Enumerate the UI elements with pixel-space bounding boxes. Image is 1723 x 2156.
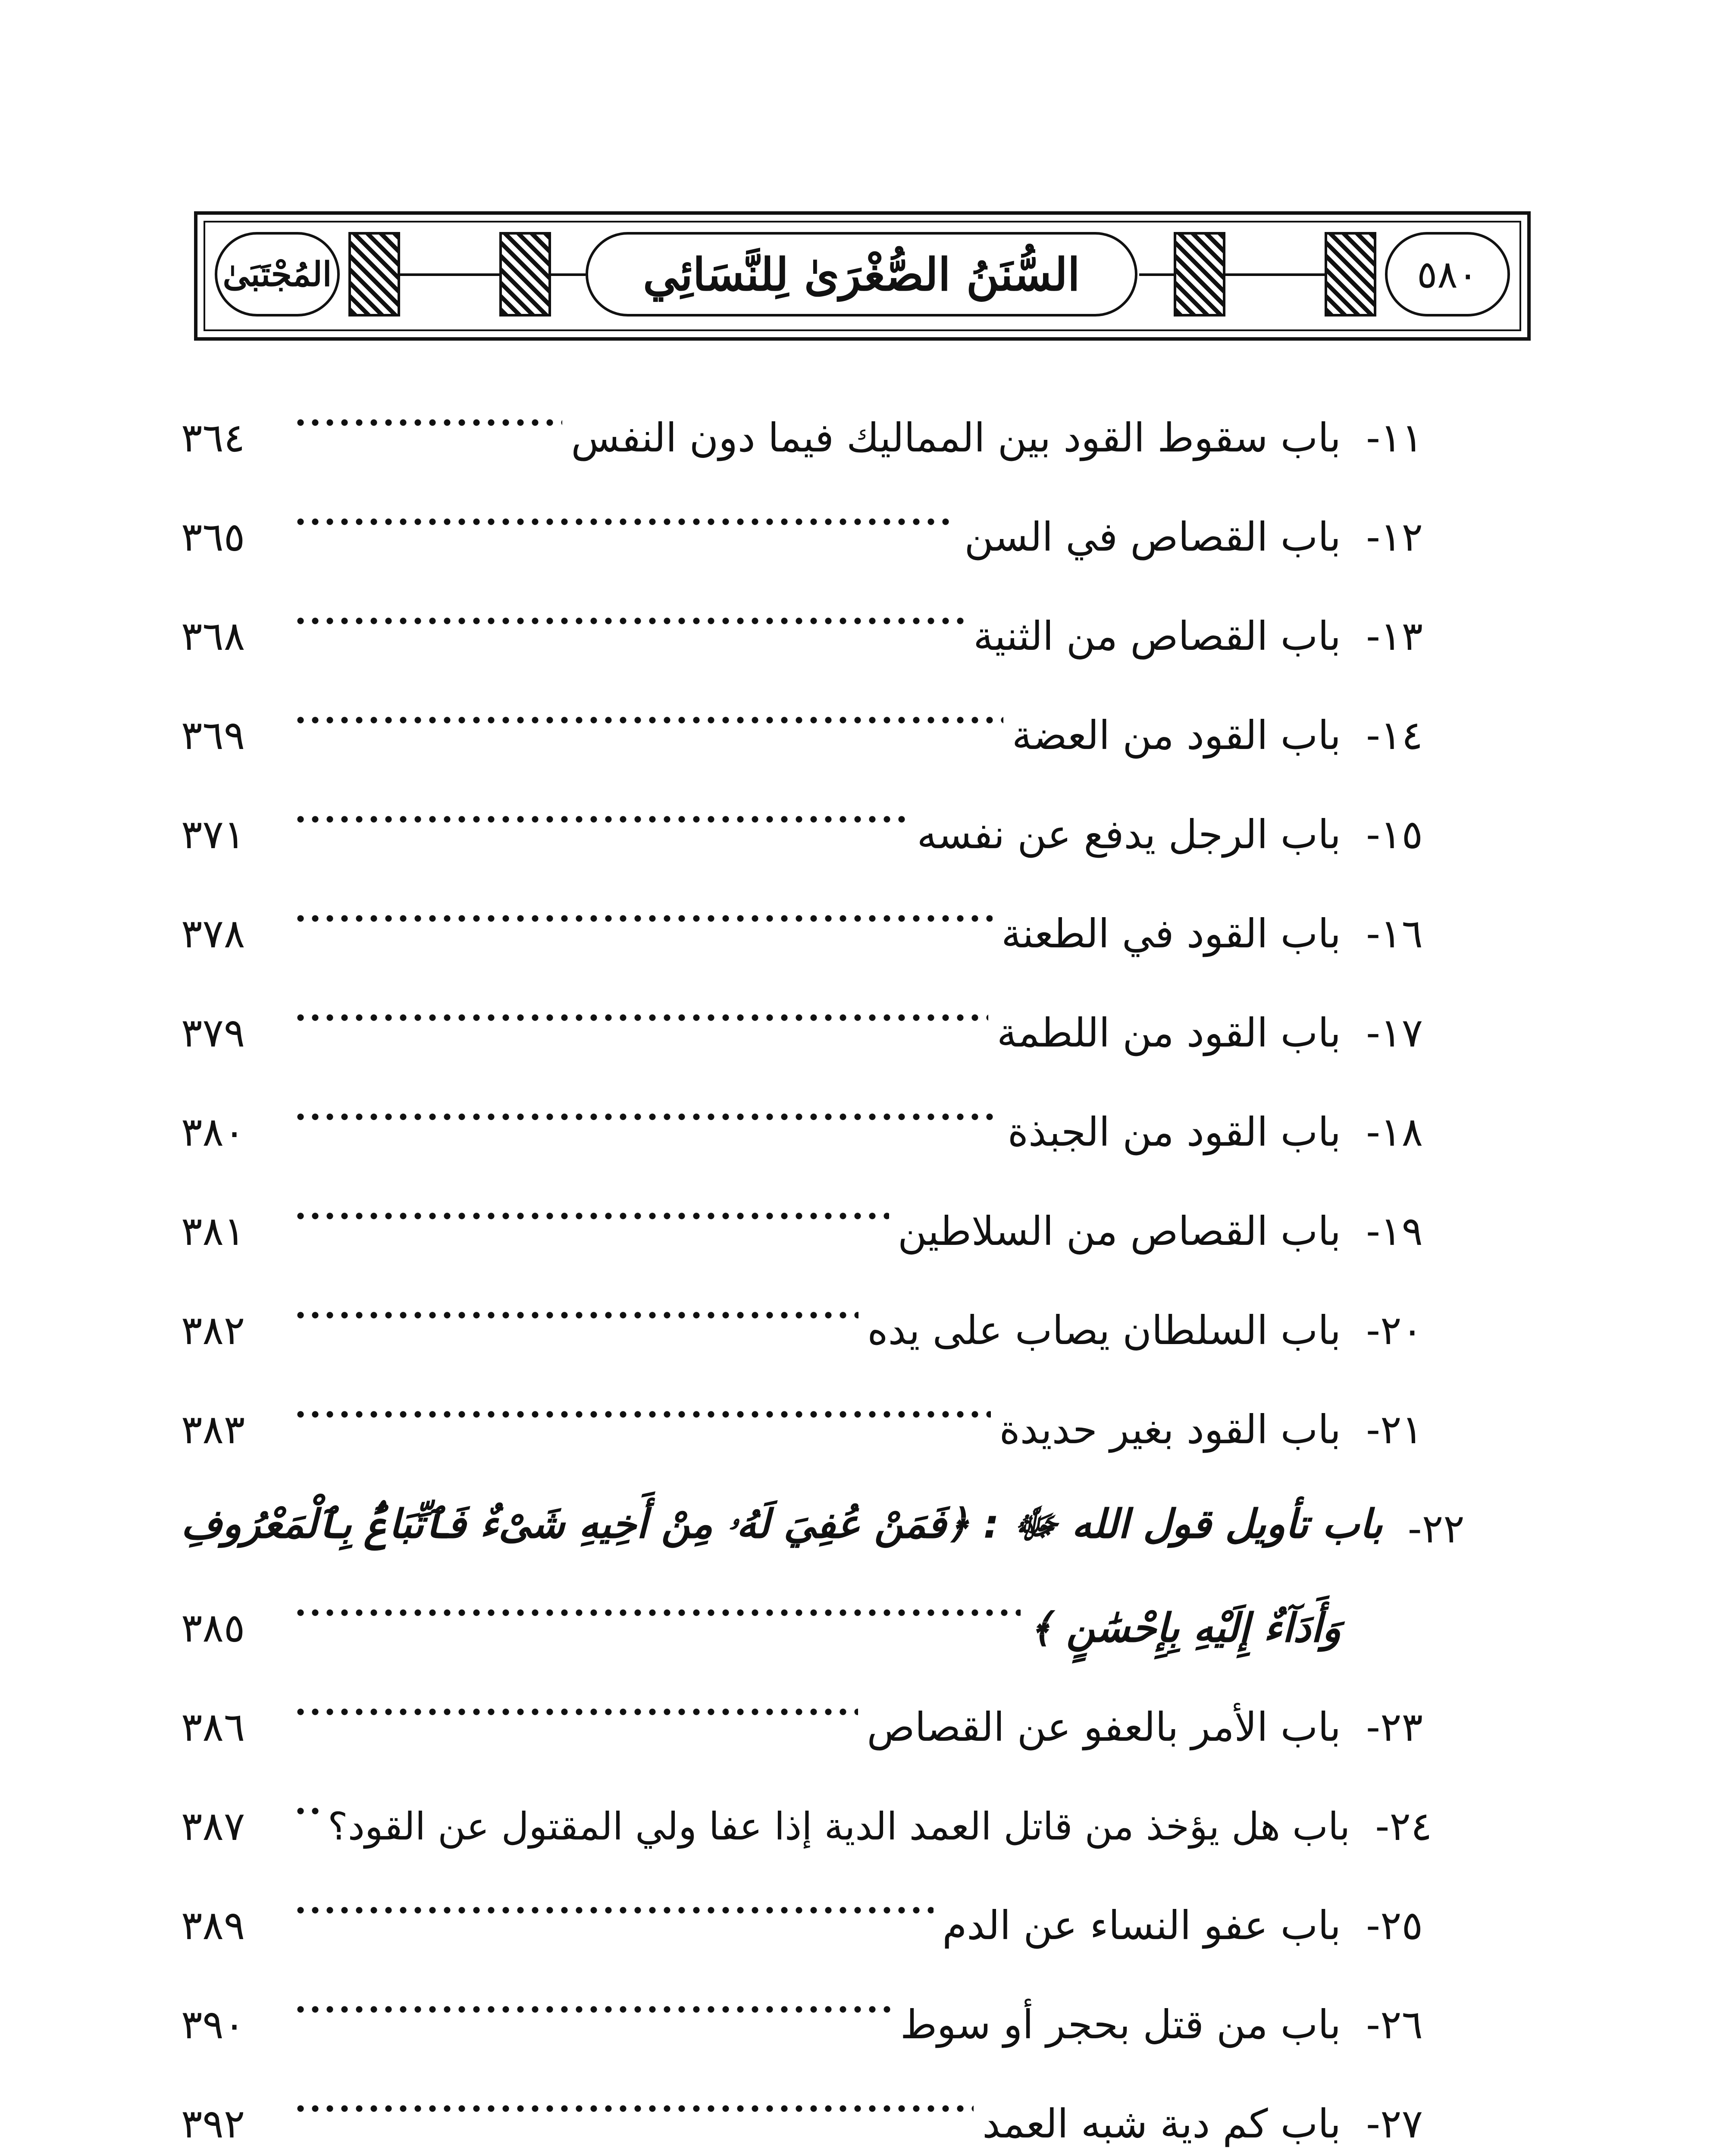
toc-entry bbox=[181, 785, 1423, 884]
toc-page-number: ٣٦٩ bbox=[181, 712, 245, 758]
dot-leader bbox=[293, 1281, 858, 1320]
toc-entry-number: ١٨- bbox=[1366, 1109, 1423, 1155]
toc-title: باب القود بغير حديدة bbox=[999, 1406, 1341, 1453]
toc-page-number: ٣٧٩ bbox=[181, 1009, 245, 1056]
short-title: المُجْتَبَىٰ bbox=[222, 254, 332, 294]
toc-entry bbox=[181, 1380, 1423, 1479]
toc-entry-number: ٢٦- bbox=[1366, 2001, 1423, 2048]
toc-entry bbox=[181, 1281, 1423, 1380]
toc-title: باب القود في الطعنة bbox=[1001, 910, 1341, 957]
dot-leader bbox=[293, 884, 993, 924]
dot-leader bbox=[293, 1876, 934, 1915]
toc-page-number: ٣٦٨ bbox=[181, 613, 245, 659]
header-divider-line bbox=[1139, 273, 1174, 276]
header-divider-line bbox=[551, 273, 586, 276]
toc-entry bbox=[181, 884, 1423, 983]
toc-page-number: ٣٧١ bbox=[181, 811, 245, 858]
toc-entry bbox=[181, 487, 1423, 586]
toc-page-number: ٣٦٤ bbox=[181, 414, 245, 461]
toc-title: باب تأويل قول الله ﷻ : ﴿فَمَنْ عُفِيَ لَهُۥ مِنْ أَخِيهِ شَىْءٌ فَٱتِّبَاعٌۢ بِٱلْمَعْرُوفِ bbox=[181, 1501, 1383, 1547]
toc-title: باب كم دية شبه العمد bbox=[982, 2100, 1341, 2147]
toc-entry bbox=[181, 586, 1423, 686]
toc-page-number: ٣٨٧ bbox=[181, 1803, 245, 1849]
dot-leader bbox=[293, 487, 955, 527]
toc-entry-number: ١٦- bbox=[1366, 910, 1423, 957]
toc-entry-number: ٢١- bbox=[1366, 1406, 1423, 1453]
toc-entry-number: ١٧- bbox=[1366, 1009, 1423, 1056]
toc-page-number: ٣٩٢ bbox=[181, 2100, 245, 2147]
toc-title: باب القصاص من الثنية bbox=[973, 613, 1341, 659]
page-number-cartouche bbox=[1385, 232, 1510, 317]
toc-page-number: ٣٧٨ bbox=[181, 910, 245, 957]
toc-title: باب السلطان يصاب على يده bbox=[867, 1307, 1341, 1354]
toc-page-number: ٣٦٥ bbox=[181, 514, 245, 560]
dot-leader bbox=[293, 686, 1003, 725]
ornament-icon bbox=[1325, 232, 1376, 317]
toc-entry bbox=[181, 1082, 1423, 1181]
toc-entry-number: ٢٥- bbox=[1366, 1902, 1423, 1949]
toc-entry-number: ١٩- bbox=[1366, 1208, 1423, 1254]
toc-entry bbox=[181, 1777, 1432, 1876]
toc-page-number: ٣٨٥ bbox=[181, 1604, 245, 1651]
dot-leader bbox=[293, 388, 562, 428]
toc-entry-number: ١٤- bbox=[1366, 712, 1423, 758]
toc-page-number: ٣٨٠ bbox=[181, 1109, 245, 1155]
toc-title: باب من قتل بحجر أو سوط bbox=[900, 2001, 1341, 2048]
dot-leader bbox=[293, 1082, 999, 1122]
toc-entry-number: ٢٧- bbox=[1366, 2100, 1423, 2147]
toc-entry-number: ٢٣- bbox=[1366, 1704, 1423, 1750]
toc-entry-line2 bbox=[181, 1578, 1423, 1677]
book-title: السُّنَنُ الصُّغْرَىٰ لِلنَّسَائِي bbox=[643, 248, 1080, 301]
toc-entry bbox=[181, 388, 1423, 487]
dot-leader bbox=[293, 586, 965, 626]
toc-page-number: ٣٨١ bbox=[181, 1208, 245, 1254]
toc-title: باب القود من العضة bbox=[1012, 712, 1341, 758]
dot-leader bbox=[293, 1578, 1021, 1618]
dot-leader bbox=[293, 1975, 892, 2015]
toc-entry-line1 bbox=[181, 1479, 1465, 1578]
toc-page-number: ٣٨٢ bbox=[181, 1307, 245, 1354]
header-divider-line bbox=[1225, 273, 1325, 276]
toc-title: باب سقوط القود بين المماليك فيما دون النفس bbox=[571, 414, 1341, 461]
toc-entry-number: ٢٠- bbox=[1366, 1307, 1423, 1354]
toc-title: باب عفو النساء عن الدم bbox=[942, 1902, 1341, 1949]
toc-entry bbox=[181, 2074, 1423, 2156]
toc-title: باب القود من اللطمة bbox=[997, 1009, 1341, 1056]
toc-entry bbox=[181, 1876, 1423, 1975]
toc-entry-number: ١٣- bbox=[1366, 613, 1423, 659]
toc-page-number: ٣٨٦ bbox=[181, 1704, 245, 1750]
ornament-icon bbox=[348, 232, 400, 317]
dot-leader bbox=[293, 1777, 319, 1816]
dot-leader bbox=[293, 983, 988, 1023]
toc-title: باب القصاص في السن bbox=[964, 514, 1341, 560]
toc-entry-number: ١٢- bbox=[1366, 514, 1423, 560]
toc-title: باب القود من الجبذة bbox=[1007, 1109, 1341, 1155]
toc-entry bbox=[181, 983, 1423, 1082]
dot-leader bbox=[293, 1181, 889, 1221]
toc-entry-number: ٢٤- bbox=[1375, 1803, 1432, 1849]
toc-page-number: ٣٨٩ bbox=[181, 1902, 245, 1949]
dot-leader bbox=[293, 1677, 858, 1717]
dot-leader bbox=[293, 1380, 991, 1420]
short-title-cartouche bbox=[215, 232, 340, 317]
toc-entry bbox=[181, 686, 1423, 785]
toc-entry-number: ١١- bbox=[1366, 414, 1423, 461]
ornament-icon bbox=[1174, 232, 1225, 317]
toc-title: باب الرجل يدفع عن نفسه bbox=[917, 811, 1341, 858]
toc-entry bbox=[181, 1677, 1423, 1777]
header-divider-line bbox=[400, 273, 499, 276]
toc-title: باب الأمر بالعفو عن القصاص bbox=[867, 1704, 1341, 1750]
dot-leader bbox=[293, 785, 908, 824]
toc-page-number: ٣٩٠ bbox=[181, 2001, 245, 2048]
toc-entry bbox=[181, 1181, 1423, 1281]
toc-title: باب القصاص من السلاطين bbox=[897, 1208, 1341, 1254]
page-header-banner bbox=[194, 211, 1531, 341]
toc-title-continued: وَأَدَآءٌ إِلَيْهِ بِإِحْسَٰنٍ ﴾ bbox=[1029, 1604, 1341, 1651]
toc-entry-number: ٢٢- bbox=[1407, 1505, 1465, 1552]
dot-leader bbox=[293, 2074, 974, 2114]
book-title-cartouche bbox=[586, 232, 1137, 317]
toc-entry-number: ١٥- bbox=[1366, 811, 1423, 858]
toc-entry bbox=[181, 1975, 1423, 2074]
toc-page-number: ٣٨٣ bbox=[181, 1406, 245, 1453]
toc-title: باب هل يؤخذ من قاتل العمد الدية إذا عفا ولي المقتول عن القود؟ bbox=[328, 1804, 1350, 1849]
page-number: ٥٨٠ bbox=[1417, 252, 1478, 297]
ornament-icon bbox=[499, 232, 551, 317]
